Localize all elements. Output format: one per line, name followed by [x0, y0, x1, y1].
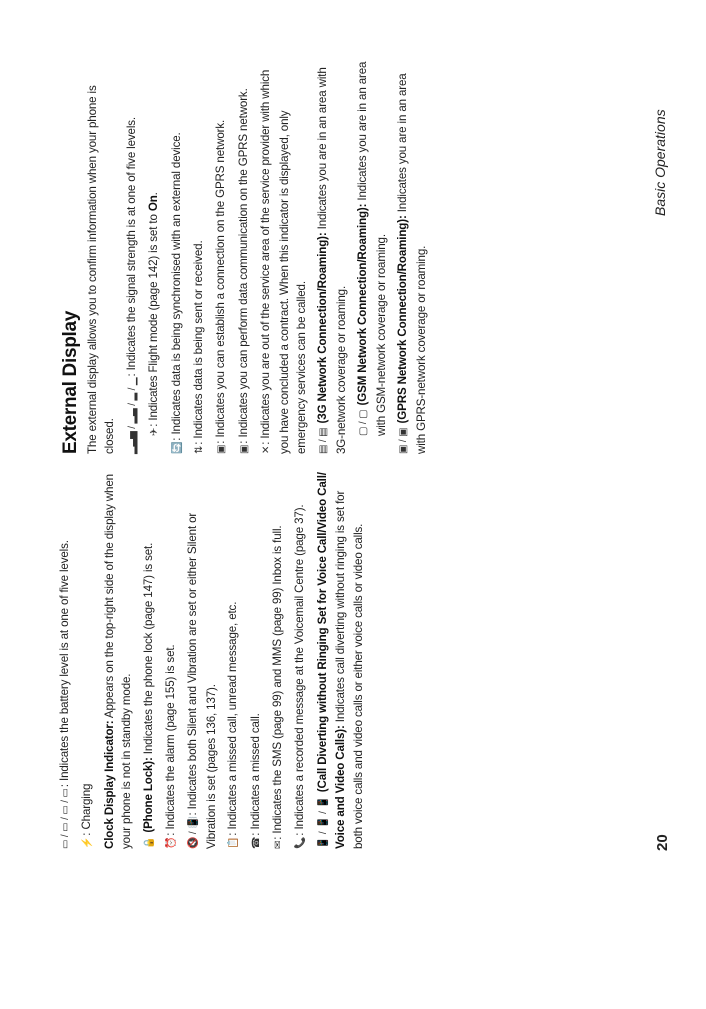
- clock-display-item: Clock Display Indicator: Appears on the top-right side of the display when your phone is not in standby mode.: [102, 474, 134, 849]
- transfer-item: ⇅: Indicates data is being sent or received.: [190, 59, 208, 454]
- signal-strength-icon: ▂▃▅ / ▂▃ / ▂ / ▁: [126, 377, 138, 454]
- section-heading: External Display: [60, 310, 81, 454]
- left-column: [56, 469, 371, 849]
- gprs-active-icon: ▣: [238, 444, 250, 454]
- phone-lock-item: 🔒 (Phone Lock): Indicates the phone lock (page 147) is set.: [140, 469, 158, 849]
- gprs-data-item: ▣: Indicates you can perform data communication on the GPRS network.: [235, 59, 253, 454]
- gprs-connection-item: ▣: Indicates you can establish a connection on the GPRS network.: [212, 59, 230, 454]
- missed-call-item: ☎: Indicates a missed call.: [247, 469, 265, 849]
- notification-icon: 📋: [228, 836, 240, 849]
- lock-icon: 🔒: [143, 836, 155, 849]
- battery-icon: ▭ / ▭ / ▭ / ▭: [60, 788, 71, 849]
- page-number: 20: [654, 834, 671, 851]
- voicemail-icon: 📞: [295, 836, 307, 849]
- flight-mode-item: ✈: Indicates Flight mode (page 142) is set to On.: [145, 59, 163, 454]
- gprs-network-icon: ▣ / ▣: [398, 427, 410, 454]
- charging-icon: ⚡: [82, 836, 94, 849]
- silent-item: 🔇 / 📳: Indicates both Silent and Vibration are set or either Silent or Vibration is set (pages 136, 137).: [186, 512, 218, 849]
- sync-icon: 🔄: [171, 441, 183, 454]
- roaming-gsm-item: ▢ / ▢ (GSM Network Connection/Roaming): Indicates you are in an area with GSM-network coverage or roaming.: [356, 61, 388, 436]
- no-service-icon: ✕: [261, 445, 273, 454]
- gprs-icon: ▣: [216, 444, 228, 454]
- voicemail-item: 📞: Indicates a recorded message at the Voicemail Centre (page 37).: [291, 469, 309, 849]
- roaming-gprs-item: ▣ / ▣ (GPRS Network Connection/Roaming): Indicates you are in an area with GPRS-network coverage or roaming.: [396, 73, 428, 454]
- 3g-network-icon: ▤ / ▤: [318, 427, 330, 454]
- silent-vibration-icon: 🔇 / 📳: [188, 816, 200, 849]
- divert-item: 📱 / 📱 / 📱 (Call Diverting without Ringing Set for Voice Call/Video Call/ Voice and Video Calls): Indicates call diverting without ringing is set for both voice calls and video calls or either voice calls or video calls.: [315, 472, 365, 849]
- out-of-area-item: ✕: Indicates you are out of the service area of the service provider with which you have concluded a contract. When this indicator is displayed, only emergency services can be called.: [259, 69, 309, 454]
- call-divert-icon: 📱 / 📱 / 📱: [317, 796, 329, 849]
- inbox-full-icon: ✉: [273, 840, 285, 849]
- section-title: Basic Operations: [652, 109, 668, 216]
- signal-item: ▂▃▅ / ▂▃ / ▂ / ▁: Indicates the signal strength is at one of five levels.: [123, 59, 141, 454]
- alarm-icon: ⏰: [166, 836, 178, 849]
- right-column: [56, 59, 434, 454]
- inbox-full-item: ✉: Indicates the SMS (page 99) and MMS (page 99) Inbox is full.: [269, 469, 287, 849]
- sync-item: 🔄: Indicates data is being synchronised with an external device.: [168, 59, 186, 454]
- data-transfer-icon: ⇅: [194, 445, 206, 454]
- roaming-3g-item: ▤ / ▤ (3G Network Connection/Roaming): Indicates you are in an area with 3G-network coverage or roaming.: [316, 67, 348, 454]
- alarm-item: ⏰: Indicates the alarm (page 155) is set.: [162, 469, 180, 849]
- charging-item: ⚡: Charging: [78, 469, 96, 849]
- airplane-icon: ✈: [149, 427, 161, 436]
- intro-text: The external display allows you to confirm information when your phone is closed.: [86, 85, 117, 454]
- battery-item: ▭ / ▭ / ▭ / ▭: Indicates the battery level is at one of five levels.: [56, 469, 74, 849]
- missed-unread-item: 📋: Indicates a missed call, unread message, etc.: [224, 469, 242, 849]
- gsm-network-icon: ▢ / ▢: [358, 409, 370, 436]
- missed-call-icon: ☎: [250, 836, 262, 849]
